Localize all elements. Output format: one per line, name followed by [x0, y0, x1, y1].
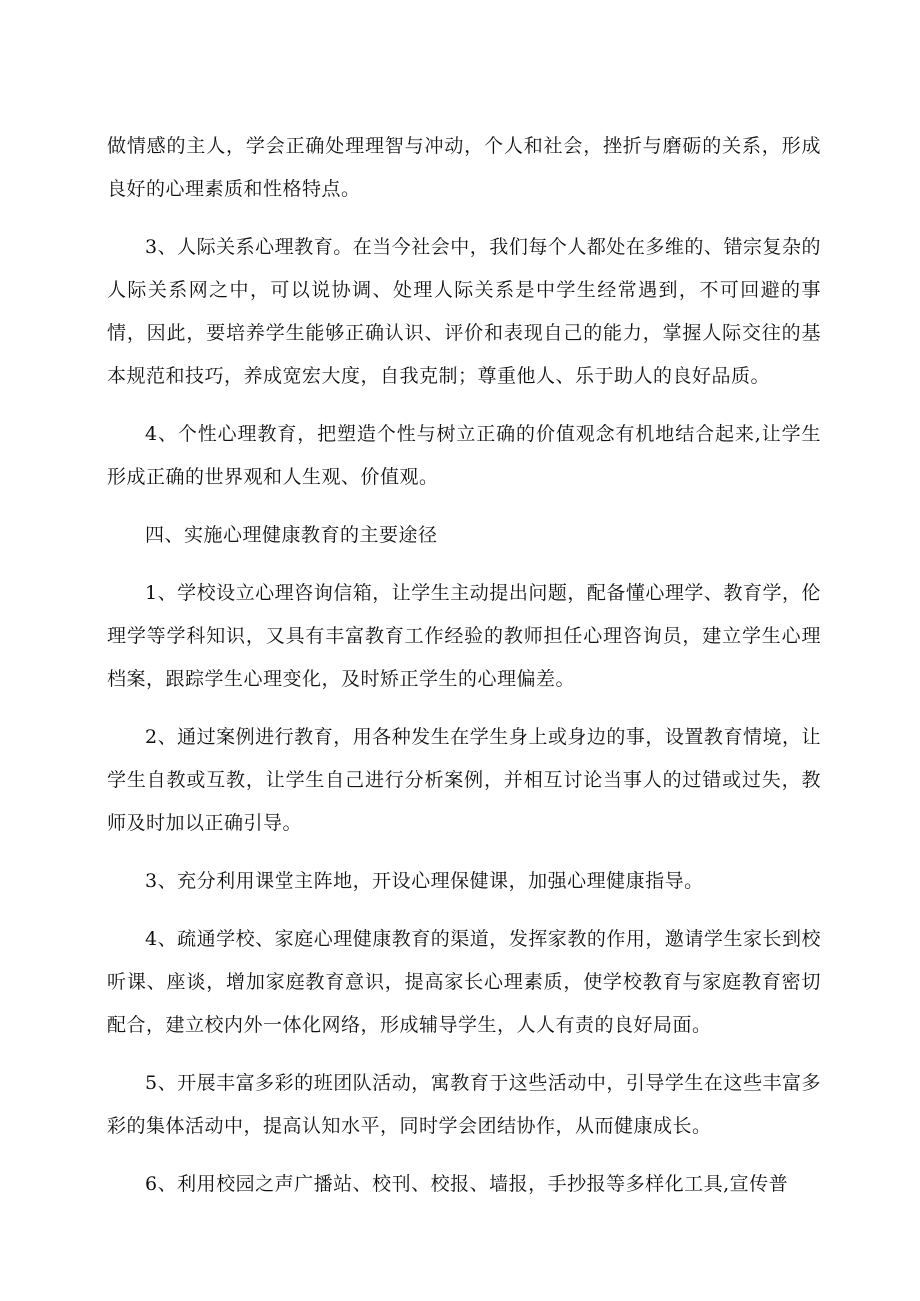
paragraph-personality-education: 4、个性心理教育，把塑造个性与树立正确的价值观念有机地结合起来,让学生形成正确的世界观和人生观、价值观。	[107, 423, 821, 488]
paragraph-way-1: 1、学校设立心理咨询信箱，让学生主动提出问题，配备懂心理学、教育学，伦理学等学科知识，又具有丰富教育工作经验的教师担任心理咨询员，建立学生心理档案，跟踪学生心理变化，及时矫正学生的心理偏差。	[107, 582, 821, 690]
paragraph-way-5: 5、开展丰富多彩的班团队活动，寓教育于这些活动中，引导学生在这些丰富多彩的集体活动中，提高认知水平，同时学会团结协作，从而健康成长。	[107, 1072, 821, 1137]
paragraph-interpersonal-education: 3、人际关系心理教育。在当今社会中，我们每个人都处在多维的、错宗复杂的人际关系网之中，可以说协调、处理人际关系是中学生经常遇到，不可回避的事情，因此，要培养学生能够正确认识、评价和表现自己的能力，掌握人际交往的基本规范和技巧，养成宽宏大度，自我克制；尊重他人、乐于助人的良好品质。	[107, 236, 821, 387]
paragraph-way-6: 6、利用校园之声广播站、校刊、校报、墙报，手抄报等多样化工具,宣传普	[145, 1173, 789, 1195]
paragraph-way-4: 4、疏通学校、家庭心理健康教育的渠道，发挥家教的作用，邀请学生家长到校听课、座谈，增加家庭教育意识，提高家长心理素质，使学校教育与家庭教育密切配合，建立校内外一体化网络，形成辅导学生，人人有责的良好局面。	[107, 928, 821, 1036]
paragraph-way-2: 2、通过案例进行教育，用各种发生在学生身上或身边的事，设置教育情境，让学生自教或互教，让学生自己进行分析案例，并相互讨论当事人的过错或过失，教师及时加以正确引导。	[107, 726, 821, 834]
section-heading: 四、实施心理健康教育的主要途径	[145, 524, 438, 546]
paragraph-way-3: 3、充分利用课堂主阵地，开设心理保健课，加强心理健康指导。	[145, 870, 704, 892]
paragraph-continued: 做情感的主人，学会正确处理理智与冲动，个人和社会，挫折与磨砺的关系，形成良好的心理素质和性格特点。	[107, 135, 821, 200]
document-body	[107, 125, 821, 1221]
